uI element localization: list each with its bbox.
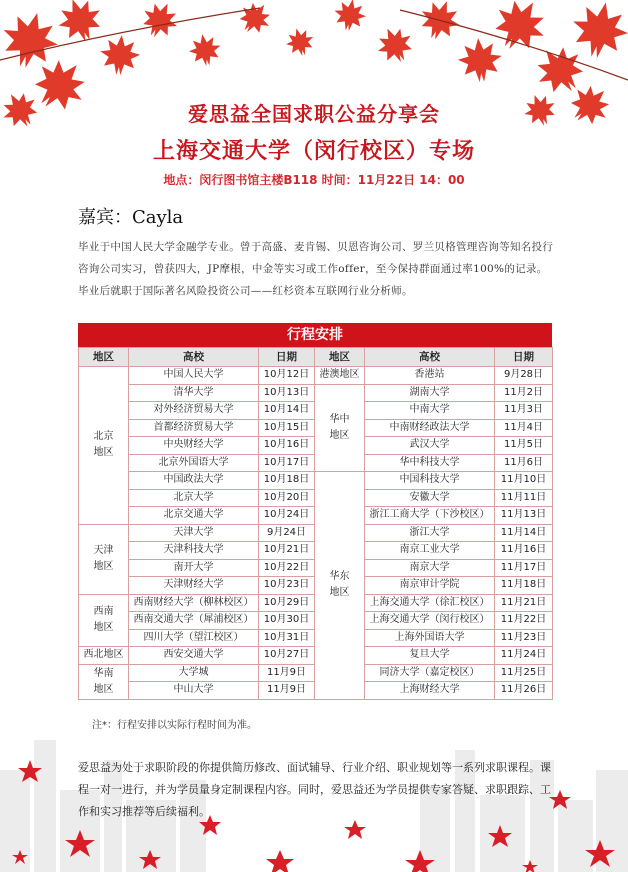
school-cell: 湖南大学 [365,384,495,402]
date-cell: 11月13日 [495,507,553,525]
header-school-left: 高校 [129,348,259,367]
region-cell-left: 西南 地区 [79,594,129,647]
header-region-right: 地区 [315,348,365,367]
header-school-right: 高校 [365,348,495,367]
table-row [79,472,553,490]
school-cell: 中国科技大学 [365,472,495,490]
school-cell: 四川大学（望江校区） [129,629,259,647]
table-header-row [79,348,553,367]
region-cell-right: 港澳地区 [315,367,365,385]
school-cell: 天津财经大学 [129,577,259,595]
region-cell-left: 北京 地区 [79,367,129,525]
date-cell: 10月22日 [259,559,315,577]
header-region-left: 地区 [79,348,129,367]
school-cell: 南开大学 [129,559,259,577]
date-cell: 10月17日 [259,454,315,472]
date-cell: 10月30日 [259,612,315,630]
schedule-title: 行程安排 [78,323,552,347]
date-cell: 11月21日 [495,594,553,612]
school-cell: 首都经济贸易大学 [129,419,259,437]
date-cell: 11月5日 [495,437,553,455]
school-cell: 香港站 [365,367,495,385]
school-cell: 中国政法大学 [129,472,259,490]
date-cell: 10月16日 [259,437,315,455]
date-cell: 11月9日 [259,664,315,682]
date-cell: 10月20日 [259,489,315,507]
date-cell: 11月22日 [495,612,553,630]
schedule-note: 注*：行程安排以实际行程时间为准。 [92,720,257,731]
date-cell: 11月9日 [259,682,315,700]
date-cell: 11月10日 [495,472,553,490]
date-cell: 10月21日 [259,542,315,560]
school-cell: 西安交通大学 [129,647,259,665]
school-cell: 天津科技大学 [129,542,259,560]
school-cell: 大学城 [129,664,259,682]
school-cell: 西南财经大学（柳林校区） [129,594,259,612]
school-cell: 西南交通大学（犀浦校区） [129,612,259,630]
school-cell: 中南大学 [365,402,495,420]
header-date-left: 日期 [259,348,315,367]
event-title: 爱思益全国求职公益分享会 [188,102,440,126]
date-cell: 10月24日 [259,507,315,525]
school-cell: 北京大学 [129,489,259,507]
event-subtitle: 上海交通大学（闵行校区）专场 [152,139,475,164]
date-cell: 10月12日 [259,367,315,385]
date-cell: 10月18日 [259,472,315,490]
date-cell: 11月24日 [495,647,553,665]
date-cell: 11月17日 [495,559,553,577]
date-cell: 10月13日 [259,384,315,402]
table-row [79,367,553,385]
region-cell-left: 天津 地区 [79,524,129,594]
footer-description: 爱思益为处于求职阶段的你提供简历修改、面试辅导、行业介绍、职业规划等一系列求职课程。课程一对一进行，并为学员量身定制课程内容。同时，爱思益还为学员提供专家答疑、求职跟踪、工作和实习推荐等后续福利。 [78,761,551,818]
school-cell: 华中科技大学 [365,454,495,472]
school-cell: 中央财经大学 [129,437,259,455]
school-cell: 天津大学 [129,524,259,542]
date-cell: 11月26日 [495,682,553,700]
date-cell: 10月14日 [259,402,315,420]
region-cell-right: 华中 地区 [315,384,365,472]
date-cell: 9月28日 [495,367,553,385]
schedule-grid [78,347,553,700]
date-cell: 11月4日 [495,419,553,437]
date-cell: 11月18日 [495,577,553,595]
school-cell: 北京外国语大学 [129,454,259,472]
date-cell: 11月2日 [495,384,553,402]
school-cell: 对外经济贸易大学 [129,402,259,420]
school-cell: 浙江大学 [365,524,495,542]
school-cell: 北京交通大学 [129,507,259,525]
school-cell: 南京审计学院 [365,577,495,595]
school-cell: 清华大学 [129,384,259,402]
date-cell: 11月14日 [495,524,553,542]
school-cell: 中山大学 [129,682,259,700]
date-cell: 10月31日 [259,629,315,647]
date-cell: 11月25日 [495,664,553,682]
guest-label: 嘉宾：Cayla [78,207,184,228]
school-cell: 上海交通大学（徐汇校区） [365,594,495,612]
school-cell: 南京工业大学 [365,542,495,560]
date-cell: 10月27日 [259,647,315,665]
school-cell: 复旦大学 [365,647,495,665]
region-cell-right: 华东 地区 [315,472,365,700]
guest-bio: 毕业于中国人民大学金融学专业。曾于高盛、麦肯锡、贝恩咨询公司、罗兰贝格管理咨询等知名投行咨询公司实习，曾获四大，JP摩根，中金等实习或工作offer，至今保持群面通过率100%的记录。毕业后就职于国际著名风险投资公司——红杉资本互联网行业分析师。 [78,241,554,297]
date-cell: 10月29日 [259,594,315,612]
school-cell: 武汉大学 [365,437,495,455]
date-cell: 11月23日 [495,629,553,647]
location-time: 地点：闵行图书馆主楼B118 时间：11月22日 14：00 [163,173,465,187]
region-cell-left: 西北地区 [79,647,129,665]
date-cell: 11月11日 [495,489,553,507]
schedule-table [78,323,552,700]
date-cell: 9月24日 [259,524,315,542]
date-cell: 11月6日 [495,454,553,472]
table-row [79,384,553,402]
date-cell: 11月3日 [495,402,553,420]
school-cell: 上海财经大学 [365,682,495,700]
region-cell-left: 华南 地区 [79,664,129,699]
school-cell: 中南财经政法大学 [365,419,495,437]
school-cell: 南京大学 [365,559,495,577]
school-cell: 上海交通大学（闵行校区） [365,612,495,630]
school-cell: 浙江工商大学（下沙校区） [365,507,495,525]
date-cell: 11月16日 [495,542,553,560]
school-cell: 上海外国语大学 [365,629,495,647]
school-cell: 中国人民大学 [129,367,259,385]
school-cell: 安徽大学 [365,489,495,507]
school-cell: 同济大学（嘉定校区） [365,664,495,682]
date-cell: 10月23日 [259,577,315,595]
date-cell: 10月15日 [259,419,315,437]
header-date-right: 日期 [495,348,553,367]
